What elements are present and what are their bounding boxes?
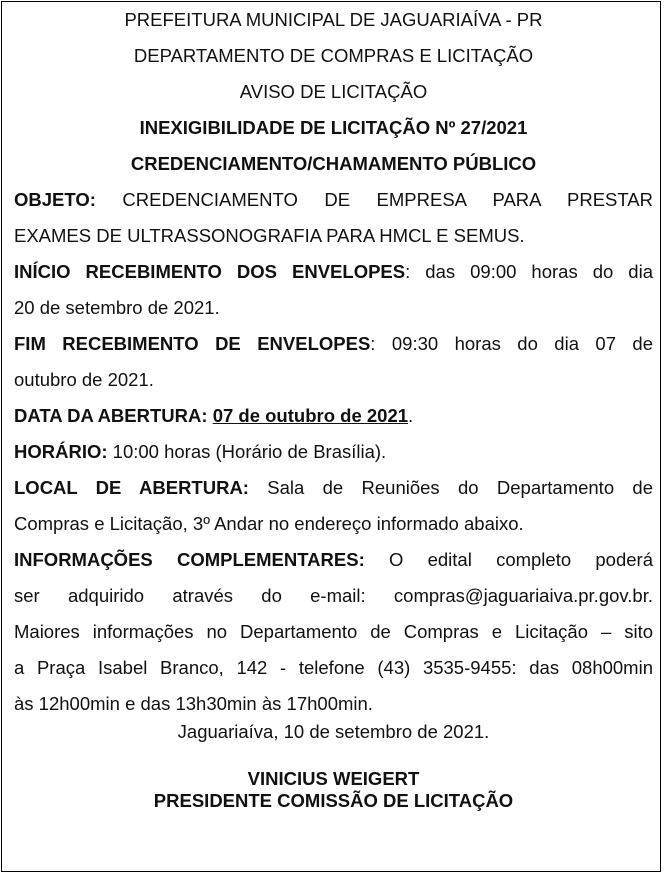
signature-name: VINICIUS WEIGERT [247,768,420,789]
local-line-1 [14,476,653,500]
info-text-5: às 12h00min e das 13h30min às 17h00min. [14,693,373,714]
info-text-2: ser adquirido através do e-mail: compras@jaguariaiva.pr.gov.br. [14,585,653,606]
info-text-3: Maiores informações no Departamento de Compras e Licitação – sito [14,621,653,642]
fim-label: FIM RECEBIMENTO DE ENVELOPES [14,333,371,354]
place-date: Jaguariaíva, 10 de setembro de 2021. [177,721,490,742]
info-label: INFORMAÇÕES COMPLEMENTARES: [14,549,365,570]
local-label: LOCAL DE ABERTURA: [14,477,249,498]
fim-line-1 [14,332,653,356]
objeto-label: OBJETO: [14,189,96,210]
header-line-3: AVISO DE LICITAÇÃO [239,81,428,102]
fim-text-1: : 09:30 horas do dia 07 de [370,333,653,354]
inicio-text-1: : das 09:00 horas do dia [405,261,653,282]
signature-role: PRESIDENTE COMISSÃO DE LICITAÇÃO [153,790,514,811]
abertura-line [14,404,653,428]
abertura-end: . [408,405,414,426]
local-text-1: Sala de Reuniões do Departamento de [248,477,654,498]
fim-text-2: outubro de 2021. [14,369,154,390]
inicio-label: INÍCIO RECEBIMENTO DOS ENVELOPES [14,261,406,282]
abertura-label: DATA DA ABERTURA: [14,405,213,426]
inicio-line-1 [14,260,653,284]
header-line-1: PREFEITURA MUNICIPAL DE JAGUARIAÍVA - PR [124,9,543,30]
objeto-text-1: CREDENCIAMENTO DE EMPRESA PARA PRESTAR [95,189,653,210]
abertura-date: 07 de outubro de 2021 [212,405,409,426]
horario-label: HORÁRIO: [14,441,108,462]
info-text-1: O edital completo poderá [364,549,653,570]
info-line-1 [14,548,653,572]
info-text-4: a Praça Isabel Branco, 142 - telefone (43) 3535-9455: das 08h00min [14,657,653,678]
objeto-text-2: EXAMES DE ULTRASSONOGRAFIA PARA HMCL E SEMUS. [14,225,525,246]
local-text-2: Compras e Licitação, 3º Andar no endereço informado abaixo. [14,513,524,534]
inicio-text-2: 20 de setembro de 2021. [14,297,220,318]
objeto-line-1 [14,188,653,212]
horario-text: 10:00 horas (Horário de Brasília). [107,441,387,462]
notice-frame [1,1,661,872]
horario-line [14,440,653,464]
notice-title: INEXIGIBILIDADE DE LICITAÇÃO Nº 27/2021 [139,117,528,138]
header-line-2: DEPARTAMENTO DE COMPRAS E LICITAÇÃO [133,45,534,66]
notice-subtitle: CREDENCIAMENTO/CHAMAMENTO PÚBLICO [130,153,537,174]
